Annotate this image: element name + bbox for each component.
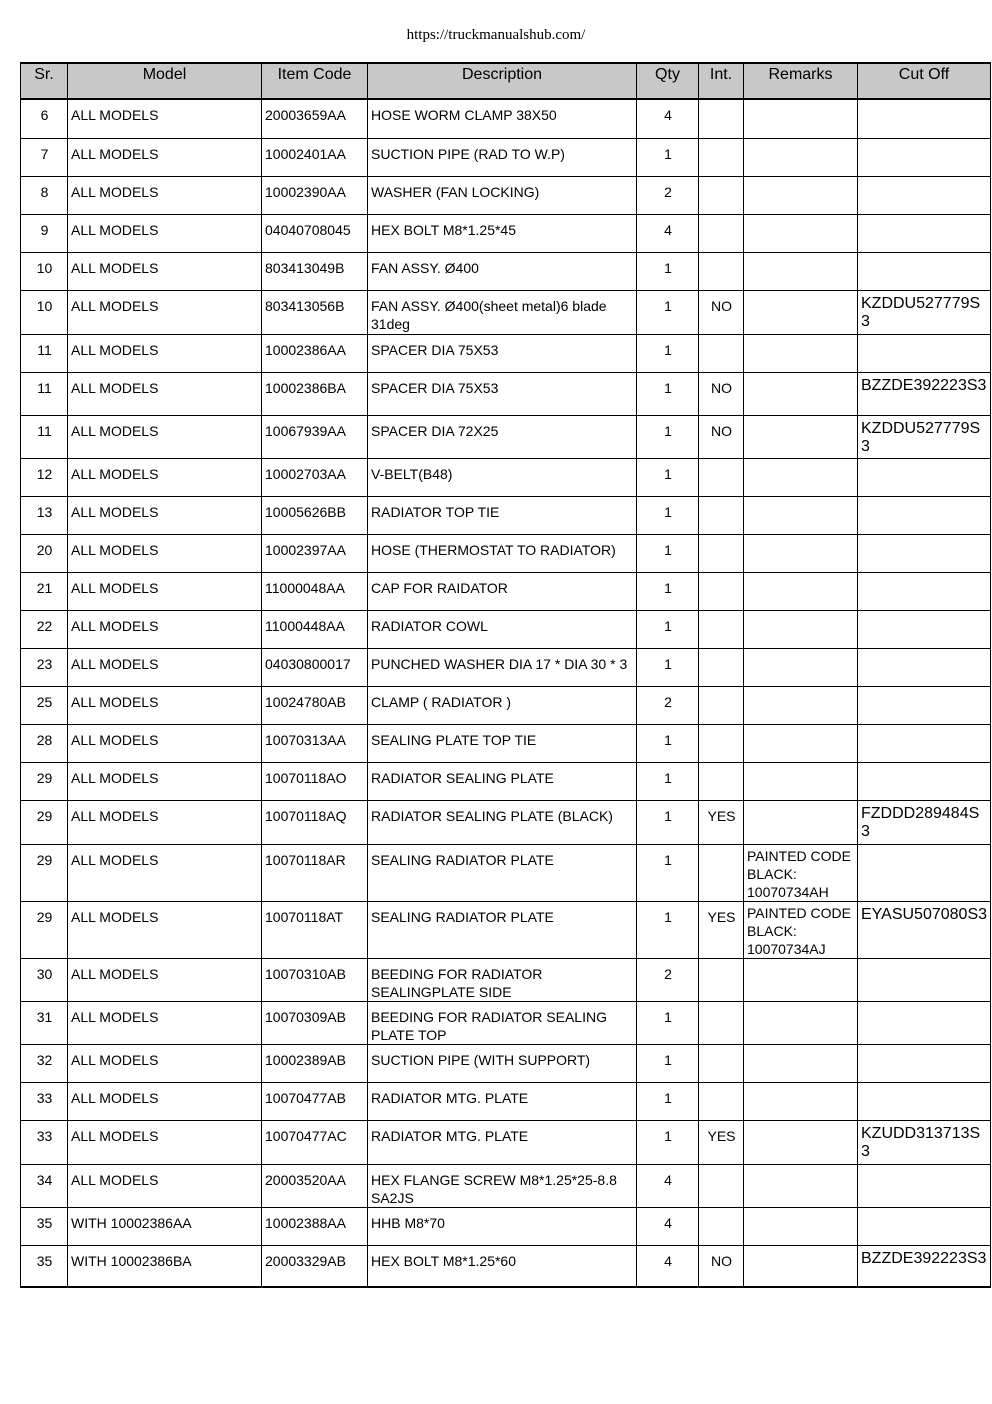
cut-off-cell: KZDDU527779S3 [858,290,991,334]
sr-cell: 33 [21,1082,68,1120]
qty-cell: 1 [637,1044,699,1082]
table-row [21,138,991,176]
table-row [21,901,991,958]
model-cell: ALL MODELS [68,415,262,458]
qty-cell: 4 [637,99,699,138]
cut-off-cell: EYASU507080S3 [858,901,991,958]
column-header-qty: Qty [637,63,699,99]
int-cell [699,214,744,252]
cut-off-cell [858,1164,991,1207]
qty-cell: 1 [637,800,699,844]
cut-off-cell [858,176,991,214]
sr-cell: 28 [21,724,68,762]
item-code-cell: 11000448AA [262,610,368,648]
sr-cell: 29 [21,800,68,844]
model-cell: ALL MODELS [68,572,262,610]
item-code-cell: 11000048AA [262,572,368,610]
remarks-cell [744,496,858,534]
column-header-description: Description [368,63,637,99]
cut-off-cell [858,99,991,138]
model-cell: ALL MODELS [68,800,262,844]
sr-cell: 29 [21,901,68,958]
int-cell [699,1082,744,1120]
sr-cell: 25 [21,686,68,724]
sr-cell: 8 [21,176,68,214]
sr-cell: 21 [21,572,68,610]
sr-cell: 35 [21,1245,68,1287]
int-cell [699,958,744,1001]
remarks-cell [744,762,858,800]
description-cell: SUCTION PIPE (RAD TO W.P) [368,138,637,176]
qty-cell: 2 [637,176,699,214]
table-row [21,1164,991,1207]
description-cell: SPACER DIA 72X25 [368,415,637,458]
item-code-cell: 10070118AQ [262,800,368,844]
table-row [21,1207,991,1245]
qty-cell: 1 [637,372,699,415]
qty-cell: 1 [637,1082,699,1120]
description-cell: HHB M8*70 [368,1207,637,1245]
sr-cell: 31 [21,1001,68,1044]
remarks-cell [744,610,858,648]
model-cell: ALL MODELS [68,372,262,415]
remarks-cell [744,648,858,686]
description-cell: CAP FOR RAIDATOR [368,572,637,610]
description-cell: WASHER (FAN LOCKING) [368,176,637,214]
qty-cell: 1 [637,334,699,372]
remarks-cell [744,415,858,458]
description-cell: SEALING RADIATOR PLATE [368,901,637,958]
remarks-cell [744,1120,858,1164]
int-cell [699,724,744,762]
int-cell [699,1164,744,1207]
remarks-cell [744,1245,858,1287]
item-code-cell: 10070313AA [262,724,368,762]
qty-cell: 2 [637,958,699,1001]
item-code-cell: 20003520AA [262,1164,368,1207]
table-row [21,99,991,138]
description-cell: SUCTION PIPE (WITH SUPPORT) [368,1044,637,1082]
cut-off-cell: BZZDE392223S3 [858,1245,991,1287]
qty-cell: 1 [637,572,699,610]
qty-cell: 1 [637,648,699,686]
item-code-cell: 04030800017 [262,648,368,686]
sr-cell: 10 [21,252,68,290]
cut-off-cell [858,762,991,800]
qty-cell: 1 [637,415,699,458]
remarks-cell [744,1044,858,1082]
model-cell: ALL MODELS [68,458,262,496]
table-row [21,214,991,252]
description-cell: SPACER DIA 75X53 [368,334,637,372]
column-header-item-code: Item Code [262,63,368,99]
table-row [21,958,991,1001]
column-header-remarks: Remarks [744,63,858,99]
description-cell: RADIATOR COWL [368,610,637,648]
column-header-cut-off: Cut Off [858,63,991,99]
remarks-cell [744,1082,858,1120]
item-code-cell: 10070310AB [262,958,368,1001]
sr-cell: 9 [21,214,68,252]
int-cell [699,496,744,534]
table-row [21,1120,991,1164]
item-code-cell: 10002390AA [262,176,368,214]
item-code-cell: 10024780AB [262,686,368,724]
table-row [21,648,991,686]
table-row [21,572,991,610]
sr-cell: 11 [21,372,68,415]
model-cell: ALL MODELS [68,1082,262,1120]
int-cell [699,534,744,572]
remarks-cell [744,99,858,138]
table-row [21,724,991,762]
remarks-cell: PAINTED CODE BLACK: 10070734AJ [744,901,858,958]
sr-cell: 23 [21,648,68,686]
item-code-cell: 10070118AT [262,901,368,958]
sr-cell: 11 [21,334,68,372]
model-cell: ALL MODELS [68,724,262,762]
cut-off-cell [858,844,991,901]
table-row [21,1245,991,1287]
item-code-cell: 10002401AA [262,138,368,176]
model-cell: ALL MODELS [68,290,262,334]
qty-cell: 1 [637,844,699,901]
item-code-cell: 10070309AB [262,1001,368,1044]
model-cell: ALL MODELS [68,252,262,290]
remarks-cell [744,724,858,762]
item-code-cell: 20003659AA [262,99,368,138]
sr-cell: 29 [21,762,68,800]
int-cell: YES [699,800,744,844]
int-cell [699,1044,744,1082]
cut-off-cell [858,252,991,290]
remarks-cell [744,372,858,415]
cut-off-cell: KZDDU527779S3 [858,415,991,458]
int-cell [699,252,744,290]
model-cell: ALL MODELS [68,1164,262,1207]
remarks-cell [744,334,858,372]
int-cell: NO [699,1245,744,1287]
table-row [21,290,991,334]
page-url: https://truckmanualshub.com/ [406,27,586,43]
sr-cell: 10 [21,290,68,334]
cut-off-cell [858,1082,991,1120]
model-cell: ALL MODELS [68,648,262,686]
model-cell: WITH 10002386BA [68,1245,262,1287]
sr-cell: 7 [21,138,68,176]
item-code-cell: 10002389AB [262,1044,368,1082]
description-cell: HEX FLANGE SCREW M8*1.25*25-8.8 SA2JS [368,1164,637,1207]
sr-cell: 12 [21,458,68,496]
cut-off-cell [858,572,991,610]
cut-off-cell [858,458,991,496]
int-cell: NO [699,290,744,334]
cut-off-cell [858,138,991,176]
table-row [21,844,991,901]
table-row [21,1082,991,1120]
item-code-cell: 10067939AA [262,415,368,458]
int-cell [699,572,744,610]
qty-cell: 4 [637,1164,699,1207]
qty-cell: 1 [637,138,699,176]
description-cell: SEALING PLATE TOP TIE [368,724,637,762]
int-cell [699,1001,744,1044]
cut-off-cell [858,958,991,1001]
column-header-sr: Sr. [21,63,68,99]
description-cell: RADIATOR MTG. PLATE [368,1082,637,1120]
cut-off-cell [858,648,991,686]
cut-off-cell [858,1044,991,1082]
item-code-cell: 10002703AA [262,458,368,496]
sr-cell: 22 [21,610,68,648]
item-code-cell: 10002397AA [262,534,368,572]
cut-off-cell [858,534,991,572]
model-cell: ALL MODELS [68,496,262,534]
qty-cell: 1 [637,252,699,290]
cut-off-cell: FZDDD289484S3 [858,800,991,844]
qty-cell: 1 [637,762,699,800]
table-row [21,458,991,496]
table-row [21,415,991,458]
description-cell: V-BELT(B48) [368,458,637,496]
qty-cell: 1 [637,290,699,334]
int-cell [699,99,744,138]
item-code-cell: 10005626BB [262,496,368,534]
int-cell: YES [699,1120,744,1164]
remarks-cell [744,1164,858,1207]
table-row [21,334,991,372]
remarks-cell [744,214,858,252]
sr-cell: 29 [21,844,68,901]
model-cell: ALL MODELS [68,176,262,214]
int-cell [699,610,744,648]
remarks-cell [744,176,858,214]
table-row [21,610,991,648]
remarks-cell [744,800,858,844]
model-cell: ALL MODELS [68,762,262,800]
int-cell [699,686,744,724]
cut-off-cell [858,610,991,648]
remarks-cell [744,686,858,724]
int-cell [699,458,744,496]
item-code-cell: 04040708045 [262,214,368,252]
sr-cell: 35 [21,1207,68,1245]
model-cell: ALL MODELS [68,1001,262,1044]
remarks-cell [744,958,858,1001]
description-cell: HEX BOLT M8*1.25*60 [368,1245,637,1287]
remarks-cell [744,1207,858,1245]
sr-cell: 20 [21,534,68,572]
item-code-cell: 803413049B [262,252,368,290]
cut-off-cell [858,334,991,372]
table-row [21,496,991,534]
cut-off-cell [858,724,991,762]
int-cell [699,1207,744,1245]
remarks-cell [744,290,858,334]
description-cell: SPACER DIA 75X53 [368,372,637,415]
model-cell: ALL MODELS [68,1044,262,1082]
model-cell: ALL MODELS [68,214,262,252]
qty-cell: 1 [637,1001,699,1044]
table-row [21,800,991,844]
description-cell: HEX BOLT M8*1.25*45 [368,214,637,252]
table-row [21,372,991,415]
remarks-cell: PAINTED CODE BLACK: 10070734AH [744,844,858,901]
int-cell [699,648,744,686]
qty-cell: 1 [637,610,699,648]
int-cell [699,138,744,176]
qty-cell: 4 [637,214,699,252]
int-cell [699,176,744,214]
model-cell: ALL MODELS [68,138,262,176]
description-cell: BEEDING FOR RADIATOR SEALING PLATE TOP [368,1001,637,1044]
table-row [21,686,991,724]
cut-off-cell [858,686,991,724]
int-cell: NO [699,372,744,415]
parts-table [20,62,991,1288]
qty-cell: 4 [637,1245,699,1287]
description-cell: BEEDING FOR RADIATOR SEALINGPLATE SIDE [368,958,637,1001]
sr-cell: 6 [21,99,68,138]
cut-off-cell [858,1207,991,1245]
item-code-cell: 10070477AC [262,1120,368,1164]
model-cell: ALL MODELS [68,901,262,958]
description-cell: PUNCHED WASHER DIA 17 * DIA 30 * 3 [368,648,637,686]
item-code-cell: 10002386BA [262,372,368,415]
model-cell: ALL MODELS [68,534,262,572]
sr-cell: 32 [21,1044,68,1082]
description-cell: CLAMP ( RADIATOR ) [368,686,637,724]
sr-cell: 34 [21,1164,68,1207]
cut-off-cell [858,1001,991,1044]
model-cell: WITH 10002386AA [68,1207,262,1245]
model-cell: ALL MODELS [68,99,262,138]
item-code-cell: 10070118AR [262,844,368,901]
int-cell [699,334,744,372]
qty-cell: 2 [637,686,699,724]
remarks-cell [744,1001,858,1044]
description-cell: RADIATOR MTG. PLATE [368,1120,637,1164]
table-row [21,762,991,800]
model-cell: ALL MODELS [68,686,262,724]
item-code-cell: 10002386AA [262,334,368,372]
item-code-cell: 10070477AB [262,1082,368,1120]
description-cell: HOSE WORM CLAMP 38X50 [368,99,637,138]
item-code-cell: 20003329AB [262,1245,368,1287]
sr-cell: 11 [21,415,68,458]
cut-off-cell [858,496,991,534]
item-code-cell: 803413056B [262,290,368,334]
qty-cell: 1 [637,901,699,958]
qty-cell: 4 [637,1207,699,1245]
table-row [21,534,991,572]
description-cell: RADIATOR SEALING PLATE [368,762,637,800]
model-cell: ALL MODELS [68,1120,262,1164]
int-cell: NO [699,415,744,458]
cut-off-cell: KZUDD313713S3 [858,1120,991,1164]
model-cell: ALL MODELS [68,844,262,901]
qty-cell: 1 [637,496,699,534]
model-cell: ALL MODELS [68,334,262,372]
qty-cell: 1 [637,724,699,762]
column-header-model: Model [68,63,262,99]
sr-cell: 30 [21,958,68,1001]
int-cell: YES [699,901,744,958]
remarks-cell [744,572,858,610]
sr-cell: 13 [21,496,68,534]
description-cell: RADIATOR SEALING PLATE (BLACK) [368,800,637,844]
description-cell: FAN ASSY. Ø400(sheet metal)6 blade 31deg [368,290,637,334]
table-row [21,252,991,290]
remarks-cell [744,252,858,290]
table-row [21,1001,991,1044]
qty-cell: 1 [637,458,699,496]
qty-cell: 1 [637,534,699,572]
column-header-int: Int. [699,63,744,99]
model-cell: ALL MODELS [68,610,262,648]
item-code-cell: 10070118AO [262,762,368,800]
cut-off-cell: BZZDE392223S3 [858,372,991,415]
int-cell [699,844,744,901]
item-code-cell: 10002388AA [262,1207,368,1245]
cut-off-cell [858,214,991,252]
description-cell: RADIATOR TOP TIE [368,496,637,534]
remarks-cell [744,458,858,496]
remarks-cell [744,534,858,572]
table-header-row [21,63,991,99]
sr-cell: 33 [21,1120,68,1164]
description-cell: FAN ASSY. Ø400 [368,252,637,290]
model-cell: ALL MODELS [68,958,262,1001]
table-row [21,1044,991,1082]
int-cell [699,762,744,800]
remarks-cell [744,138,858,176]
description-cell: SEALING RADIATOR PLATE [368,844,637,901]
qty-cell: 1 [637,1120,699,1164]
description-cell: HOSE (THERMOSTAT TO RADIATOR) [368,534,637,572]
table-row [21,176,991,214]
